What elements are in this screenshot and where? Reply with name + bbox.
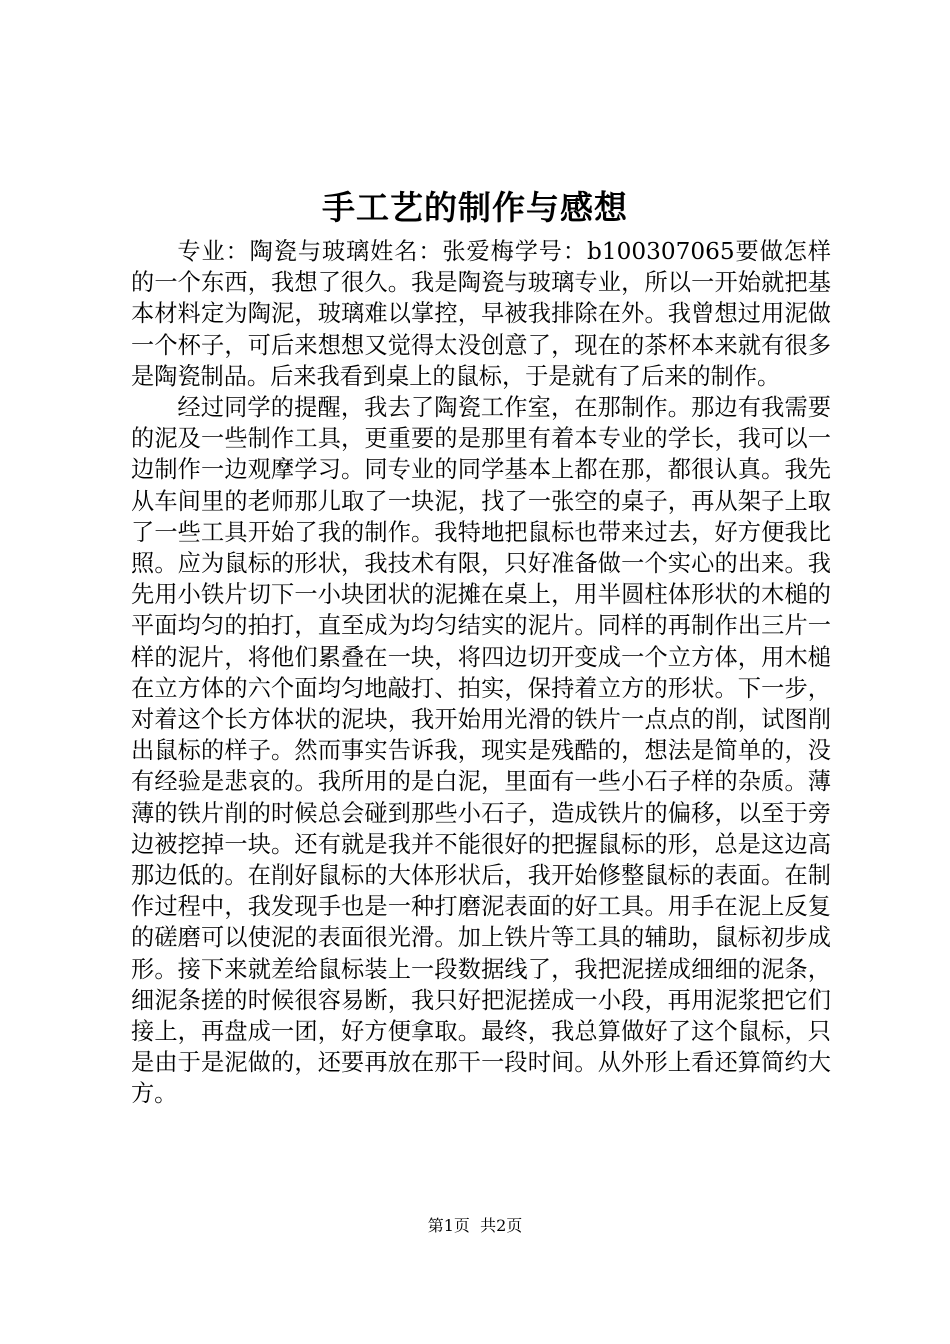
paragraph: 经过同学的提醒，我去了陶瓷工作室，在那制作。那边有我需要的泥及一些制作工具，更重要的是那里有着本专业的学长，我可以一边制作一边观摩学习。同专业的同学基本上都在那，都很认真。我先从车间里的老师那儿取了一块泥，找了一张空的桌子，再从架子上取了一些工具开始了我的制作。我特地把鼠标也带来过去，好方便我比照。应为鼠标的形状，我技术有限，只好准备做一个实心的出来。我先用小铁片切下一小块团状的泥摊在桌上，用半圆柱体形状的木槌的平面均匀的拍打，直至成为均匀结实的泥片。同样的再制作出三片一样的泥片，将他们累叠在一块，将四边切开变成一个立方体，用木槌在立方体的六个面均匀地敲打、拍实，保持着立方的形状。下一步，对着这个长方体状的泥块，我开始用光滑的铁片一点点的削，试图削出鼠标的样子。然而事实告诉我，现实是残酷的，想法是简单的，没有经验是悲哀的。我所用的是白泥，里面有一些小石子样的杂质。薄薄的铁片削的时候总会碰到那些小石子，造成铁片的偏移，以至于旁边被挖掉一块。还有就是我并不能很好的把握鼠标的形，总是这边高那边低的。在削好鼠标的大体形状后，我开始修整鼠标的表面。在制作过程中，我发现手也是一种打磨泥表面的好工具。用手在泥上反复的磋磨可以使泥的表面很光滑。加上铁片等工具的辅助，鼠标初步成形。接下来就差给鼠标装上一段数据线了，我把泥搓成细细的泥条，细泥条搓的时候很容易断，我只好把泥搓成一小段，再用泥浆把它们接上，再盘成一团，好方便拿取。最终，我总算做好了这个鼠标，只是由于是泥做的，还要再放在那干一段时间。从外形上看还算简约大方。 — [131, 394, 831, 1108]
footer-spacer — [470, 1216, 480, 1235]
page-number: 第1页 — [427, 1216, 470, 1235]
document-title: 手工艺的制作与感想 — [322, 188, 628, 227]
document-body — [131, 236, 831, 1110]
page-footer — [0, 1214, 950, 1238]
page-total: 共2页 — [480, 1216, 523, 1235]
paragraph: 专业：陶瓷与玻璃姓名：张爱梅学号：b100307065要做怎样的一个东西，我想了很久。我是陶瓷与玻璃专业，所以一开始就把基本材料定为陶泥，玻璃难以掌控，早被我排除在外。我曾想过用泥做一个杯子，可后来想想又觉得太没创意了，现在的茶杯本来就有很多是陶瓷制品。后来我看到桌上的鼠标，于是就有了后来的制作。 — [131, 238, 831, 390]
